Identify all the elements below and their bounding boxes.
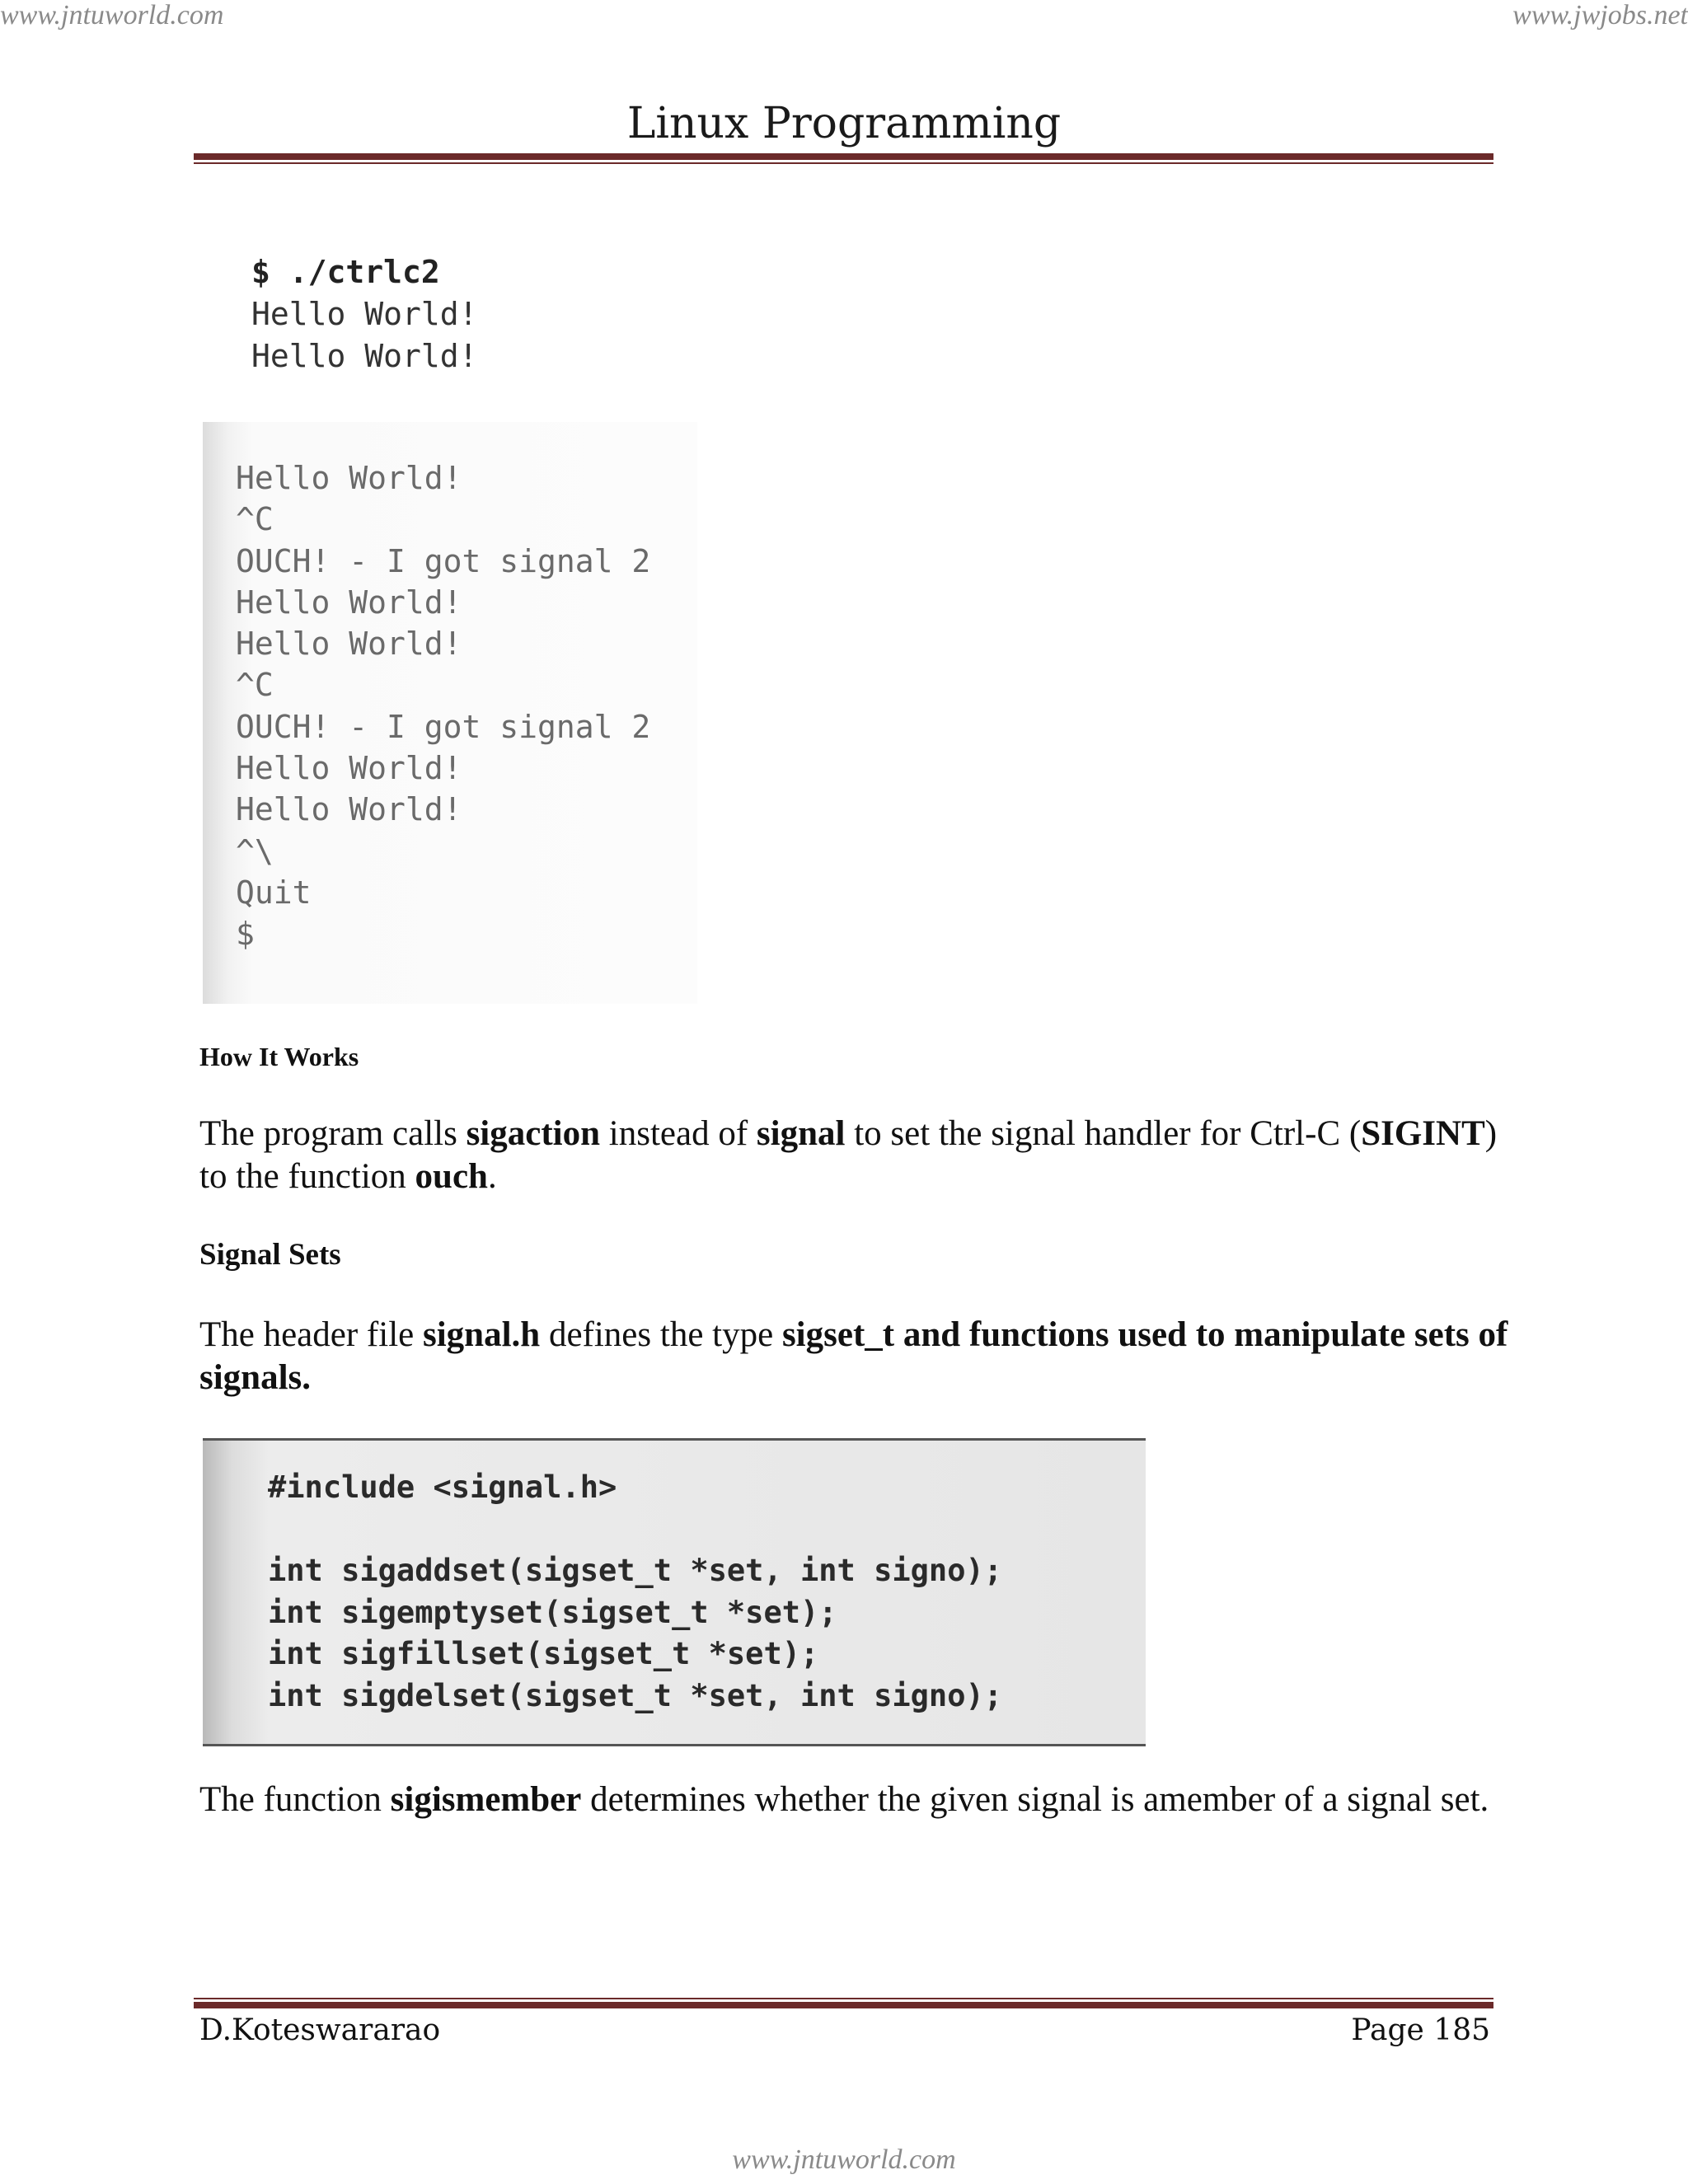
terminal-line: Hello World! <box>236 791 462 828</box>
code-line: #include <signal.h> <box>268 1469 617 1505</box>
how-it-works-paragraph: The program calls sigaction instead of signal to set the signal handler for Ctrl-C (SIGINT) to the function ouch. <box>199 1114 1498 1196</box>
footer-author: D.Koteswararao <box>199 2013 441 2047</box>
terminal-command-output <box>251 251 478 377</box>
terminal-line: ^C <box>236 501 274 538</box>
terminal-line: OUCH! - I got signal 2 <box>236 708 651 745</box>
terminal-line: Hello World! <box>236 750 462 787</box>
how-it-works-heading: How It Works <box>199 1042 359 1071</box>
terminal-line: Hello World! <box>236 626 462 663</box>
code-line: int sigaddset(sigset_t *set, int signo); <box>268 1553 1003 1588</box>
code-listing <box>268 1467 1002 1717</box>
terminal-line: Hello World! <box>251 338 478 374</box>
terminal-line: $ ./ctrlc2 <box>251 254 440 290</box>
terminal-line: $ <box>236 916 255 953</box>
page-header-title: Linux Programming <box>626 99 1062 148</box>
code-line <box>268 1509 1002 1551</box>
watermark-top-right: www.jwjobs.net <box>1512 0 1688 30</box>
terminal-line: ^\ <box>236 832 274 869</box>
signal-sets-paragraph: The header file signal.h defines the type sigset_t and functions used to manipulate sets of signals. <box>199 1315 1508 1397</box>
terminal-line: ^C <box>236 667 274 704</box>
code-line: int sigemptyset(sigset_t *set); <box>268 1594 837 1630</box>
watermark-bottom: www.jntuworld.com <box>732 2144 956 2175</box>
code-line: int sigdelset(sigset_t *set, int signo); <box>268 1677 1003 1713</box>
terminal-signal-output <box>236 457 650 955</box>
footer-page-number: Page 185 <box>1351 2013 1490 2047</box>
terminal-line: Hello World! <box>236 583 462 621</box>
code-line: int sigfillset(sigset_t *set); <box>268 1636 819 1671</box>
signal-sets-heading: Signal Sets <box>199 1238 341 1272</box>
sigismember-paragraph: The function sigismember determines whether the given signal is amember of a signal set. <box>199 1780 1489 1819</box>
terminal-line: Quit <box>236 874 312 911</box>
header-rule <box>194 153 1493 160</box>
footer-rule-thin <box>194 1998 1493 1999</box>
terminal-line: Hello World! <box>236 460 462 496</box>
header-rule-thin <box>194 162 1493 164</box>
watermark-top-left: www.jntuworld.com <box>0 0 224 30</box>
terminal-line: Hello World! <box>251 296 478 332</box>
terminal-line: OUCH! - I got signal 2 <box>236 542 651 579</box>
footer-rule <box>194 2002 1493 2008</box>
